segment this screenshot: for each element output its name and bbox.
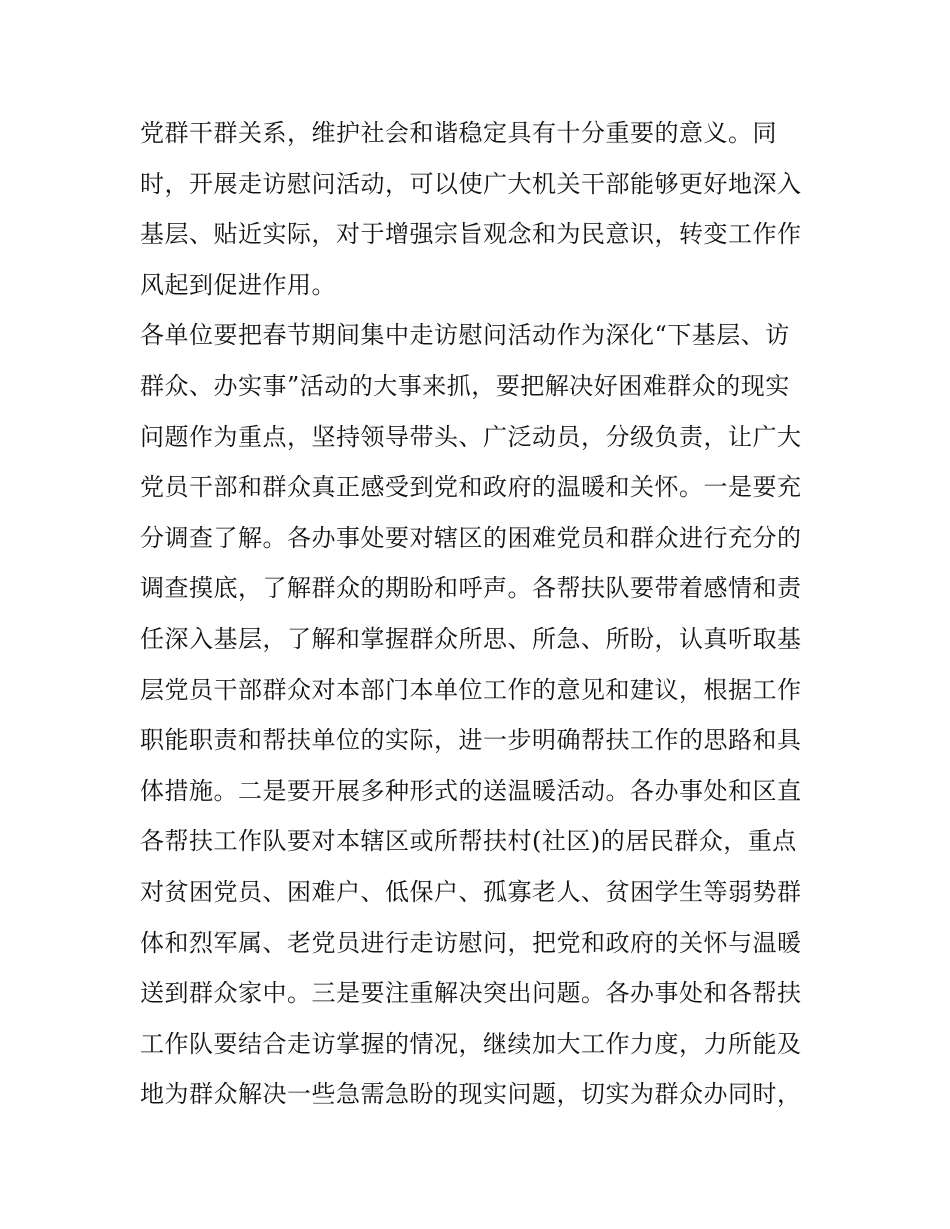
text-line: 各帮扶工作队要对本辖区或所帮扶村(社区)的居民群众，重点 (140, 827, 797, 856)
text-line: 职能职责和帮扶单位的实际，进一步明确帮扶工作的思路和具 (140, 726, 802, 755)
text-line: 任深入基层，了解和掌握群众所思、所急、所盼，认真听取基 (140, 624, 802, 653)
text-line: 基层、贴近实际，对于增强宗旨观念和为民意识，转变工作作 (140, 220, 802, 249)
text-line: 送到群众家中。三是要注重解决突出问题。各办事处和各帮扶 (140, 979, 802, 1008)
text-line: 群众、办实事”活动的大事来抓，要把解决好困难群众的现实 (140, 371, 790, 400)
text-line: 对贫困党员、困难户、低保户、孤寡老人、贫困学生等弱势群 (140, 877, 802, 906)
text-line: 地为群众解决一些急需急盼的现实问题，切实为群众办同时， (140, 1080, 802, 1109)
text-line: 党群干群关系，维护社会和谐稳定具有十分重要的意义。同 (140, 119, 777, 147)
text-line: 各单位要把春节期间集中走访慰问活动作为深化“下基层、访 (140, 321, 790, 350)
body-text (140, 108, 820, 1120)
text-line: 调查摸底，了解群众的期盼和呼声。各帮扶队要带着感情和责 (140, 574, 802, 603)
text-line: 工作队要结合走访掌握的情况，继续加大工作力度，力所能及 (140, 1029, 802, 1058)
text-line: 风起到促进作用。 (140, 270, 336, 299)
text-line: 层党员干部群众对本部门本单位工作的意见和建议，根据工作 (140, 675, 802, 704)
text-line: 体和烈军属、老党员进行走访慰问，把党和政府的关怀与温暖 (140, 928, 802, 957)
text-line: 体措施。二是要开展多种形式的送温暖活动。各办事处和区直 (140, 776, 802, 805)
text-line: 分调查了解。各办事处要对辖区的困难党员和群众进行充分的 (140, 523, 802, 552)
text-line: 问题作为重点，坚持领导带头、广泛动员，分级负责，让广大 (140, 422, 802, 451)
text-line: 时，开展走访慰问活动，可以使广大机关干部能够更好地深入 (140, 169, 802, 198)
text-line: 党员干部和群众真正感受到党和政府的温暖和关怀。一是要充 (140, 473, 802, 502)
